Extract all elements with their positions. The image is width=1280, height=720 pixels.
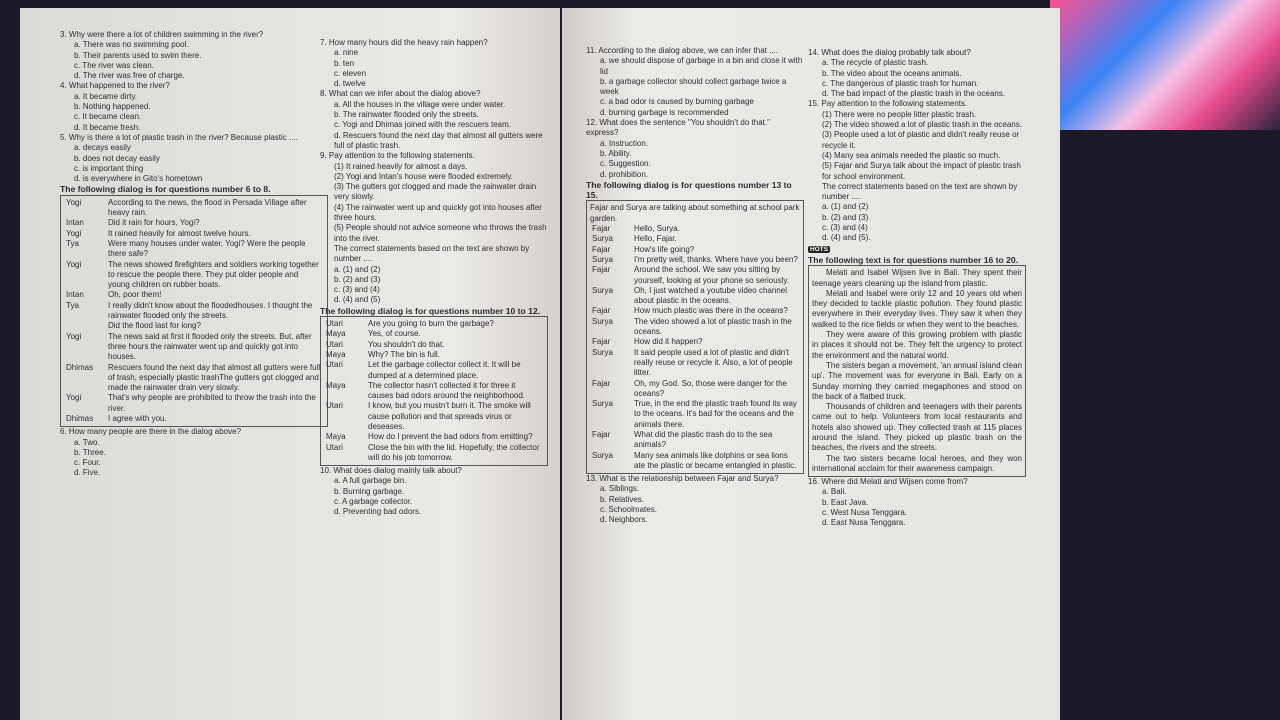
dialog-line (64, 198, 324, 219)
question-number: 9. (320, 151, 327, 161)
answer-option[interactable]: (2) The video showed a lot of plastic trash in the oceans. (822, 120, 1022, 130)
speaker-name: Utari (326, 339, 343, 349)
question-stem: How many hours did the heavy rain happen? (328, 38, 488, 47)
dialog-table (64, 198, 324, 425)
right-page (562, 8, 1060, 720)
dialog-utterance: You shouldn't do that. (368, 339, 445, 349)
question-text (586, 474, 804, 484)
speaker-name: Intan (66, 218, 84, 228)
question-text (320, 89, 548, 99)
question (320, 466, 548, 517)
question-text (60, 427, 328, 437)
answer-option[interactable]: c. eleven (334, 68, 367, 78)
dialog-line (324, 381, 544, 402)
answer-option[interactable]: b. ten (334, 58, 355, 68)
question-number: 6. (60, 427, 67, 437)
left-page (20, 8, 560, 720)
fabric-background (1050, 0, 1280, 130)
question-text (586, 118, 804, 139)
speaker-name: Fajar (592, 265, 611, 275)
dialog-line (64, 332, 324, 363)
question-stem: Why were there a lot of children swimming in the river? (68, 30, 264, 39)
dialog-line (590, 451, 800, 472)
speaker-name: Maya (326, 329, 346, 339)
answer-option[interactable]: d. is everywhere in Gito's hometown (74, 174, 203, 184)
dialog-line (324, 350, 544, 360)
question-text (60, 30, 328, 40)
speaker-name: Utari (326, 319, 343, 329)
question (586, 118, 804, 180)
dialog-line (324, 401, 544, 432)
answer-option[interactable]: a. decays easily (74, 143, 131, 153)
question-stem: What can we infer about the dialog above? (328, 89, 481, 99)
dialog-line (64, 260, 324, 291)
dialog-utterance: Oh, poor them! (108, 290, 162, 300)
dialog-line (590, 245, 800, 255)
dialog-utterance: Rescuers found the next day that almost all gutters were full of trash, especially plastic trashThe gutters got clogged and made the rainwater drain very slowly. (108, 362, 321, 393)
answer-option[interactable]: a. (1) and (2) (334, 264, 381, 274)
question (808, 477, 1026, 528)
question-stem: According to the dialog above, we can infer that .... (598, 46, 778, 55)
speaker-name: Surya (592, 254, 613, 264)
dialog-line (64, 363, 324, 394)
speaker-name: Tya (66, 300, 79, 310)
answer-option[interactable]: a. Two. (74, 437, 100, 447)
question-text (808, 99, 1026, 109)
dialog-utterance: How do I prevent the bad odors from emitting? (368, 432, 533, 442)
speaker-name: Surya (592, 347, 613, 357)
speaker-name: Maya (326, 380, 346, 390)
dialog-line (324, 340, 544, 350)
speaker-name: Dhimas (66, 413, 94, 423)
question (320, 151, 548, 305)
answer-option[interactable]: c. is important thing (74, 163, 144, 173)
question-stem: Pay attention to the following statements. (328, 151, 475, 161)
answer-option[interactable]: d. Five. (74, 468, 101, 478)
answer-option[interactable]: b. The rainwater flooded only the streets. (334, 110, 479, 120)
dialog-line (64, 321, 324, 331)
dialog-utterance: I really didn't know about the floodedhouses. I thought the rainwater flooded only the streets. (108, 300, 313, 321)
answer-option[interactable]: c. Schoolmates. (600, 505, 657, 515)
dialog-heading: The following dialog is for questions number 6 to 8. (60, 184, 271, 195)
answer-option[interactable]: c. The dangerous of plastic trash for human. (822, 78, 979, 88)
answer-option[interactable]: b. The video about the oceans animals. (822, 68, 962, 78)
answer-option[interactable]: (5) Fajar and Surya talk about the impact of plastic trash for school environment. (822, 161, 1021, 181)
answer-option[interactable]: (1) There were no people litter plastic trash. (822, 109, 977, 119)
answer-option[interactable]: b. Nothing happened. (74, 102, 151, 112)
dialog-heading: The following dialog is for questions number 10 to 12. (320, 305, 541, 316)
answer-option[interactable]: d. Neighbors. (600, 515, 648, 525)
answer-option[interactable]: c. The river was clean. (74, 60, 154, 70)
question-number: 12. (586, 118, 598, 128)
dialog-utterance: The collector hasn't collected it for three it causes bad odors around the neighborhood. (368, 380, 526, 401)
question (586, 474, 804, 525)
answer-option[interactable]: a. All the houses in the village were under water. (334, 99, 506, 109)
question-number: 7. (320, 38, 327, 47)
answer-option[interactable]: d. (4) and (5). (822, 233, 871, 243)
dialog-box (586, 200, 804, 474)
answer-option[interactable]: The correct statements based on the text are shown by number .... (822, 181, 1018, 202)
answer-option[interactable]: d. It became fresh. (74, 122, 141, 132)
dialog-line (64, 301, 324, 322)
answer-option[interactable]: c. A garbage collector. (334, 497, 413, 507)
speaker-name: Tya (66, 238, 79, 248)
answer-option[interactable]: b. a garbage collector should collect garbage twice a week (600, 76, 787, 97)
right-column-1 (586, 46, 804, 526)
dialog-line (590, 224, 800, 234)
dialog-line (64, 218, 324, 228)
question-number: 16. (808, 477, 820, 487)
dialog-line (64, 239, 324, 260)
answer-option[interactable]: a. (1) and (2) (822, 202, 869, 212)
dialog-line (324, 329, 544, 339)
speaker-name: Fajar (592, 378, 611, 388)
dialog-utterance: How did it happen? (634, 337, 703, 347)
dialog-table (590, 224, 800, 471)
question-number: 15. (808, 99, 820, 109)
dialog-line (324, 432, 544, 442)
answer-option[interactable]: d. Preventing bad odors. (334, 507, 422, 517)
answer-option[interactable]: a. Instruction. (600, 138, 649, 148)
speaker-name: Surya (592, 285, 613, 295)
question-text (60, 133, 328, 143)
dialog-heading: The following dialog is for questions number 13 to 15. (586, 179, 792, 201)
dialog-utterance: True, in the end the plastic trash found its way to the oceans. It's bad for the oceans and the animals there. (634, 399, 797, 429)
question-stem: What does dialog mainly talk about? (333, 466, 462, 476)
dialog-line (590, 348, 800, 379)
hots-badge: HOTS (810, 245, 829, 253)
speaker-name: Maya (326, 349, 346, 359)
speaker-name: Fajar (592, 244, 611, 254)
question-stem: What is the relationship between Fajar and Surya? (599, 474, 779, 484)
dialog-utterance: Did it rain for hours, Yogi? (108, 218, 200, 228)
speaker-name: Utari (326, 442, 343, 452)
answer-option[interactable]: b. (2) and (3) (822, 212, 869, 222)
answer-option[interactable]: a. Bali. (822, 487, 847, 497)
dialog-utterance: It rained heavily for almost twelve hours. (108, 228, 251, 238)
question-text (60, 81, 328, 91)
dialog-line (64, 229, 324, 239)
reading-paragraph: Thousands of children and teenagers with their parents came out to help. Volunteers from local restaurants and hotels also showed up. They collected trash at 115 places around the island. They picked up plastic trash on the beaches, the rivers and the streets. (812, 402, 1022, 453)
speaker-name: Yogi (66, 393, 82, 403)
dialog-utterance: I know, but you mustn't burn it. The smoke will cause pollution and that spreads virus or deseases. (368, 401, 531, 431)
question-number: 5. (60, 132, 67, 142)
dialog-intro: Fajar and Surya are talking about something at school park garden. (590, 203, 800, 223)
answer-option[interactable]: d. (4) and (5) (334, 295, 381, 305)
dialog-utterance: Oh, I just watched a youtube video channel about plastic in the oceans. (634, 285, 787, 306)
text-heading: The following text is for questions number 16 to 20. (808, 254, 1019, 265)
dialog-line (590, 306, 800, 316)
answer-option[interactable]: a. Siblings. (600, 484, 640, 494)
question-number: 10. (320, 466, 332, 476)
question-text (320, 38, 548, 48)
question-text (320, 466, 548, 476)
answer-option[interactable]: d. Rescuers found the next day that almost all gutters were full of plastic trash. (334, 130, 543, 150)
dialog-box (320, 316, 548, 466)
question (808, 99, 1026, 243)
dialog-line (590, 430, 800, 451)
speaker-name (64, 321, 106, 331)
answer-option[interactable]: The correct statements based on the text are shown by number .... (334, 243, 530, 264)
answer-option[interactable]: a. There was no swimming pool. (74, 40, 189, 50)
question (60, 81, 328, 132)
answer-option[interactable]: (4) The rainwater went up and quickly got into houses after three hours. (334, 202, 542, 223)
dialog-line (324, 443, 544, 464)
question-number: 14. (808, 48, 820, 57)
dialog-line (590, 286, 800, 307)
dialog-line (590, 399, 800, 430)
dialog-line (590, 265, 800, 286)
dialog-line (324, 319, 544, 329)
answer-option[interactable]: (1) It rained heavily for almost a days. (334, 161, 468, 171)
question-stem: What does the dialog probably talk about? (821, 48, 971, 57)
speaker-name: Fajar (592, 224, 611, 234)
question (60, 427, 328, 478)
dialog-utterance: Did the flood last for long? (108, 321, 201, 331)
answer-option[interactable]: d. The river was free of charge. (74, 71, 185, 81)
dialog-utterance: Oh, my God. So, those were danger for the oceans? (634, 378, 787, 398)
answer-option[interactable]: b. Relatives. (600, 494, 645, 504)
dialog-utterance: The news showed firefighters and soldiers working together to rescue the people there. They put older people and young children on rubber boats. (108, 259, 319, 290)
answer-option[interactable]: c. (3) and (4) (822, 223, 868, 233)
speaker-name: Fajar (592, 429, 611, 439)
question (586, 46, 804, 118)
dialog-utterance: How much plastic was there in the oceans? (634, 306, 788, 316)
answer-option[interactable]: c. (3) and (4) (334, 285, 380, 295)
question-number: 3. (60, 30, 67, 39)
question-number: 13. (586, 474, 598, 484)
speaker-name: Surya (592, 316, 613, 326)
question-text (586, 46, 804, 56)
question-stem: What does the sentence "You shouldn't do that." express? (586, 118, 770, 138)
dialog-line (590, 317, 800, 338)
reading-paragraph: They were aware of this growing problem with plastic in places it should not be. They felt the urgency to protect the environment and the natural world. (812, 330, 1022, 360)
reading-paragraph: Melati and Isabel were only 12 and 10 years old when they decided to tackle plastic pollution. They found plastic everywhere in their everyday lives. They saw it when they walked to the rice fields or when they went to the beaches. (812, 288, 1022, 329)
question-text (808, 477, 1026, 487)
dialog-utterance: The video showed a lot of plastic trash in the oceans. (634, 316, 792, 337)
dialog-utterance: Hello, Fajar. (634, 234, 677, 244)
dialog-utterance: The news said at first it flooded only the streets. But, after three hours the rainwater went up and quickly got into houses. (108, 331, 312, 362)
answer-option[interactable]: (3) The gutters got clogged and made the rainwater drain very slowly. (334, 182, 537, 202)
answer-option[interactable]: a. nine (334, 48, 359, 58)
question-stem: What happened to the river? (68, 81, 170, 91)
speaker-name: Surya (592, 234, 613, 244)
question-stem: Why is there a lot of plastic trash in the river? Because plastic .... (68, 132, 298, 142)
answer-option[interactable]: b. East Java. (822, 497, 869, 507)
dialog-table (324, 319, 544, 463)
answer-option[interactable]: (2) Yogi and Intan's house were flooded extremely. (334, 171, 513, 181)
question-stem: Pay attention to the following statements. (821, 99, 968, 109)
answer-option[interactable]: c. Yogi and Dhimas joined with the rescuers team. (334, 120, 511, 130)
dialog-utterance: Yes, of course. (368, 329, 421, 339)
answer-option[interactable]: c. It became clean. (74, 112, 142, 122)
dialog-line (590, 379, 800, 400)
dialog-utterance: Many sea animals like dolphins or sea lions ate the plastic or became entangled in plastic. (634, 450, 797, 470)
answer-option[interactable]: d. burning garbage is recommended (600, 107, 729, 117)
left-column-2 (320, 38, 548, 518)
answer-option[interactable]: a. It became dirty. (74, 91, 137, 101)
dialog-utterance: I'm pretty well, thanks. Where have you been? (634, 254, 798, 264)
answer-option[interactable]: b. Their parents used to swim there. (74, 50, 202, 60)
speaker-name: Dhimas (66, 362, 94, 372)
question (320, 38, 548, 89)
answer-option[interactable]: b. Ability. (600, 148, 632, 158)
answer-option[interactable]: b. Burning garbage. (334, 486, 405, 496)
answer-option[interactable]: d. twelve (334, 79, 366, 89)
answer-option[interactable]: (4) Many sea animals needed the plastic so much. (822, 150, 1001, 160)
dialog-utterance: Why? The bin is full. (368, 349, 440, 359)
reading-paragraph: The sisters began a movement, 'an annual island clean up'. The movement was for everyone in Bali. Early on a Sunday morning they carried megaphones and stood on the back of a flatbed truck. (812, 360, 1022, 401)
dialog-line (590, 234, 800, 244)
speaker-name: Intan (66, 290, 84, 300)
answer-option[interactable]: b. Three. (74, 447, 106, 457)
answer-option[interactable]: d. prohibition. (600, 169, 649, 179)
left-column-1 (60, 30, 328, 479)
question-number: 4. (60, 81, 67, 91)
speaker-name: Utari (326, 360, 343, 370)
dialog-line (324, 360, 544, 381)
answer-option[interactable]: a. The recycle of plastic trash. (822, 58, 929, 68)
dialog-utterance: According to the news, the flood in Persada Village after heavy rain. (108, 197, 307, 218)
answer-option[interactable]: c. a bad odor is caused by burning garbage (600, 97, 754, 107)
question (320, 89, 548, 151)
speaker-name: Surya (592, 399, 613, 409)
dialog-line (64, 393, 324, 414)
dialog-line (590, 337, 800, 347)
dialog-utterance: It said people used a lot of plastic and didn't really reuse or recycle it. Also, a lot of people litter. (634, 347, 793, 378)
dialog-utterance: Hello, Surya. (634, 224, 680, 234)
answer-option[interactable]: b. (2) and (3) (334, 274, 381, 284)
dialog-line (64, 414, 324, 424)
reading-text-box (808, 265, 1026, 477)
speaker-name: Maya (326, 432, 346, 442)
question (60, 30, 328, 81)
dialog-utterance: I agree with you. (108, 413, 167, 423)
speaker-name: Yogi (66, 228, 82, 238)
answer-option[interactable]: a. A full garbage bin. (334, 476, 407, 486)
question (808, 48, 1026, 99)
answer-option[interactable]: a. we should dispose of garbage in a bin and close it with lid (600, 56, 803, 76)
speaker-name: Yogi (66, 259, 82, 269)
speaker-name: Fajar (592, 337, 611, 347)
reading-paragraph: The two sisters became local heroes, and they won international acclaim for their awareness campaign. (812, 453, 1022, 473)
dialog-box (590, 224, 800, 471)
dialog-utterance: That's why people are prohibited to throw the trash into the river. (108, 393, 316, 413)
speaker-name: Fajar (592, 306, 611, 316)
dialog-box (60, 195, 328, 428)
speaker-name: Yogi (66, 197, 82, 207)
speaker-name: Yogi (66, 331, 82, 341)
dialog-utterance: Let the garbage collector collect it. It will be dumped at a determined place. (368, 360, 521, 380)
question (60, 133, 328, 184)
dialog-utterance: Were many houses under water, Yogi? Were the people there safe? (108, 238, 306, 259)
dialog-utterance: How's life going? (634, 244, 695, 254)
question-text (808, 48, 1026, 58)
answer-option[interactable]: c. Four. (74, 458, 101, 468)
dialog-utterance: Are you going to burn the garbage? (368, 319, 494, 329)
question-number: 8. (320, 89, 327, 99)
right-column-2 (808, 48, 1026, 529)
dialog-line (590, 255, 800, 265)
reading-paragraph: Melati and Isabel Wijsen live in Bali. They spent their teenage years cleaning up the island from plastic. (812, 268, 1022, 288)
question-number: 11. (586, 46, 597, 55)
dialog-utterance: Close the bin with the lid. Hopefully, the collector will do his job tomorrow. (368, 442, 540, 462)
dialog-utterance: Around the school. We saw you sitting by yourself, looking at your phone so seriously. (634, 265, 790, 285)
answer-option[interactable]: (5) People should not advice someone who throws the trash into the river. (334, 223, 547, 243)
answer-option[interactable]: (3) People used a lot of plastic and didn't really reuse or recycle it. (822, 130, 1020, 150)
question-stem: How many people are there in the dialog above? (68, 427, 242, 437)
speaker-name: Surya (592, 450, 613, 460)
answer-option[interactable]: c. Suggestion. (600, 159, 651, 169)
dialog-line (64, 290, 324, 300)
question-stem: Where did Melati and Wijsen come from? (821, 477, 968, 487)
answer-option[interactable]: d. East Nusa Tenggara. (822, 518, 906, 528)
answer-option[interactable]: b. does not decay easily (74, 153, 160, 163)
dialog-utterance: What did the plastic trash do to the sea animals? (634, 429, 773, 450)
question-text (320, 151, 548, 161)
answer-option[interactable]: c. West Nusa Tenggara. (822, 508, 908, 518)
speaker-name: Utari (326, 401, 343, 411)
answer-option[interactable]: d. The bad impact of the plastic trash in the oceans. (822, 89, 1006, 99)
